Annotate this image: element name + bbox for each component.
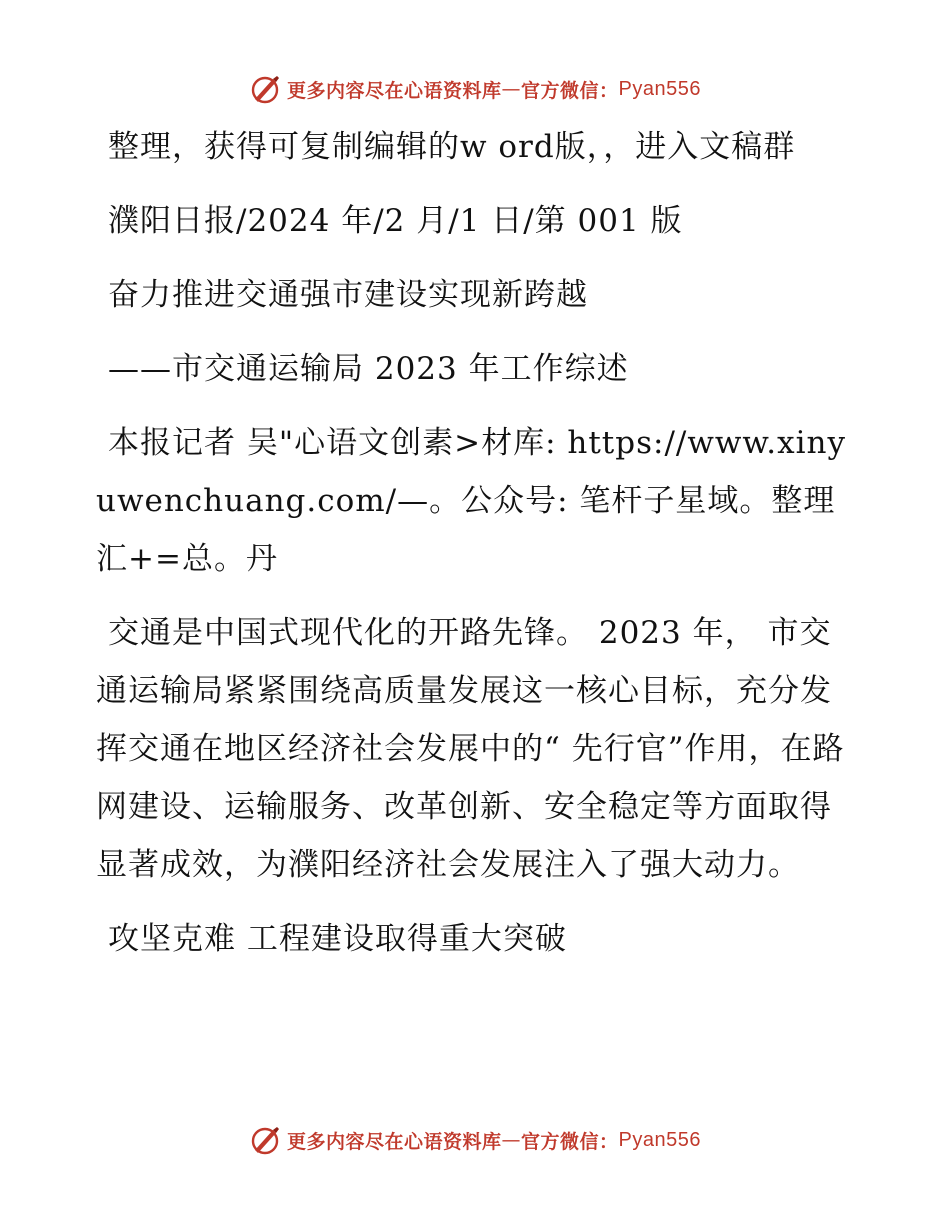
banner-wechat-label: 官方微信： <box>521 79 619 102</box>
banner-separator: — <box>501 78 522 100</box>
intro-note: 整理，获得可复制编辑的w ord版，，进入文稿群 <box>108 129 796 165</box>
banner-main-text: 更多内容尽在心语资料库 <box>287 79 502 102</box>
banner-wechat-id: Pyan556 <box>618 77 701 100</box>
section-heading: 攻坚克难 工程建设取得重大突破 <box>108 921 567 957</box>
banner-separator: — <box>501 1129 522 1151</box>
article-subtitle: ——市交通运输局 2023 年工作综述 <box>108 351 629 387</box>
footer-watermark-banner <box>0 1122 950 1158</box>
document-body <box>96 118 856 984</box>
pen-logo-icon <box>249 73 281 105</box>
reporter-line: 本报记者 吴"心语文创素>材库: https://www.xinyuwenchuang.com/—。公众号: 笔杆子星域。整理汇+=总。丹 <box>96 425 847 577</box>
header-watermark-banner <box>0 71 950 107</box>
banner-main-text: 更多内容尽在心语资料库 <box>287 1130 502 1153</box>
banner-wechat-label: 官方微信： <box>521 1130 619 1153</box>
pen-logo-icon <box>249 1124 281 1156</box>
source-line: 濮阳日报/2024 年/2 月/1 日/第 001 版 <box>108 203 683 239</box>
body-paragraph: 交通是中国式现代化的开路先锋。 2023 年， 市交通运输局紧紧围绕高质量发展这一核心目标，充分发挥交通在地区经济社会发展中的“ 先行官”作用，在路网建设、运输服务、改革创新、安全稳定等方面取得显著成效，为濮阳经济社会发展注入了强大动力。 <box>96 615 845 883</box>
banner-wechat-id: Pyan556 <box>618 1128 701 1151</box>
article-title: 奋力推进交通强市建设实现新跨越 <box>108 277 588 313</box>
